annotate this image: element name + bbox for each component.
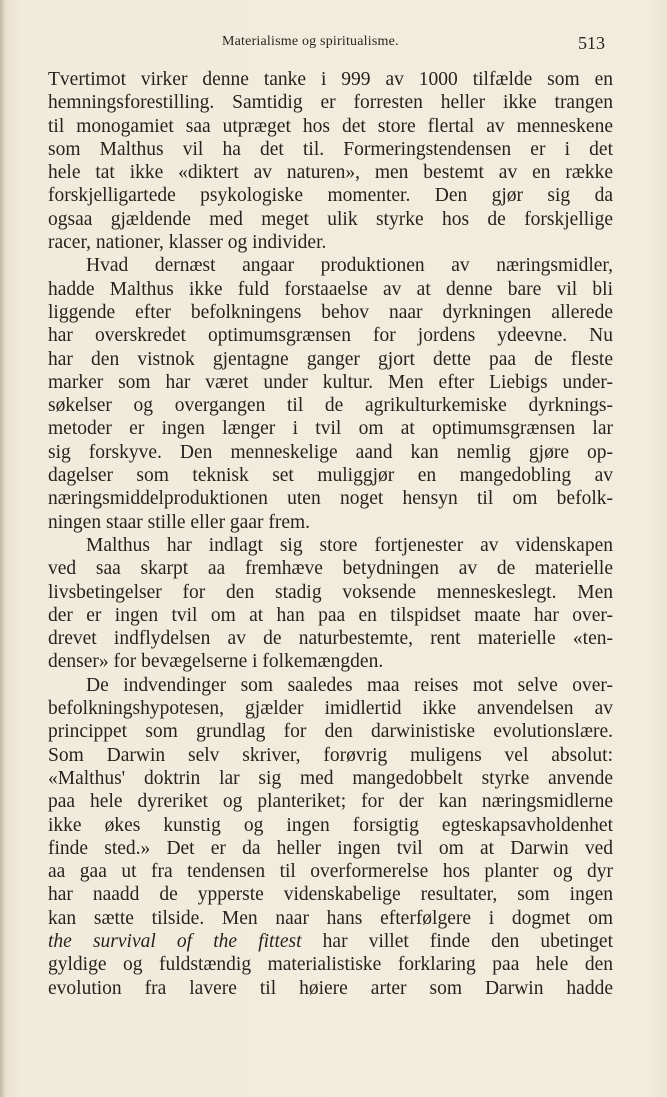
text-line: drevet indflydelsen av de naturbestemte, rent materielle «ten- [48,628,613,650]
text-line: til monogamiet saa utpræget hos det store flertal av menneskene [48,115,613,137]
text-line: dagelser som teknisk set muliggjør en mangedobling av [48,465,613,487]
text-line: denser» for bevægelserne i folkemængden. [48,651,384,673]
text-line: gyldige og fuldstændig materialistiske forklaring paa hele den [48,954,613,976]
text-line: Malthus har indlagt sig store fortjenester av videnskapen [86,534,613,556]
text-line: ikke økes kunstig og ingen forsigtig egteskapsavholdenhet [48,814,613,836]
text-line: Tvertimot virker denne tanke i 999 av 1000 tilfælde som en [48,69,613,90]
text-line: kan sætte tilside. Men naar hans efterfølgere i dogmet om [48,907,613,929]
text-line: ogsaa gjældende med meget ulik styrke hos de forskjellige [48,208,613,230]
text-line: forskjelligartede psykologiske momenter. Den gjør sig da [48,185,613,207]
text-line: hadde Malthus ikke fuld forstaaelse av at denne bare vil bli [48,278,613,300]
text-line: liggende efter befolkningens behov naar dyrkningen allerede [48,301,613,323]
text-line: De indvendinger som saaledes maa reises mot selve over- [86,674,613,696]
text-line: ningen staar stille eller gaar frem. [48,511,311,533]
text-line: metoder er ingen længer i tvil om at optimumsgrænsen lar [48,418,613,440]
page-edge-shadow [0,0,6,1097]
text-line: the survival of the fittest har villet finde den ubetinget [48,930,613,952]
text-line: finde sted.» Det er da heller ingen tvil om at Darwin ved [48,837,613,859]
text-line: hele tat ikke «diktert av naturen», men bestemt av en række [48,162,613,184]
text-line: ved saa skarpt aa fremhæve betydningen av de materielle [48,558,613,580]
text-line: søkelser og overgangen til de agrikulturkemiske dyrknings- [48,395,613,417]
text-line: Hvad dernæst angaar produktionen av næringsmidler, [86,255,613,277]
text-line: som Malthus vil ha det til. Formeringstendensen er i det [48,138,613,160]
text-line: der er ingen tvil om at han paa en tilspidset maate har over- [48,604,613,626]
page-number: 513 [578,33,605,53]
text-line: «Malthus' doktrin lar sig med mangedobbelt styrke anvende [48,767,613,789]
text-line: aa gaa ut fra tendensen til overformerelse hos planter og dyr [48,861,613,883]
text-line: har naadd de ypperste videnskabelige resultater, som ingen [48,884,613,906]
text-line: marker som har været under kultur. Men efter Liebigs under- [48,371,613,393]
body-text [48,68,613,1000]
text-line: evolution fra lavere til høiere arter som Darwin hadde [48,977,613,999]
text-line: næringsmiddelproduktionen uten noget hensyn til om befolk- [48,488,613,510]
text-line: Som Darwin selv skriver, forøvrig muligens vel absolut: [48,744,613,766]
text-line: racer, nationer, klasser og individer. [48,232,327,254]
text-line: befolkningshypotesen, gjælder imidlertid ikke anvendelsen av [48,698,613,720]
text-line: har den vistnok gjentagne ganger gjort dette paa de fleste [48,348,613,370]
page-header [0,34,667,58]
running-title: Materialisme og spiritualisme. [222,34,399,49]
text-line: hemningsforestilling. Samtidig er forresten heller ikke trangen [48,92,613,114]
text-line: har overskredet optimumsgrænsen for jordens ydeevne. Nu [48,325,613,347]
italic-phrase: the survival of the fittest [48,930,302,952]
text-line: paa hele dyreriket og planteriket; for der kan næringsmidlerne [48,791,613,813]
text-line: livsbetingelser for den stadig voksende menneskeslegt. Men [48,581,613,603]
text-line: sig forskyve. Den menneskelige aand kan nemlig gjøre op- [48,441,613,463]
text-line: princippet som grundlag for den darwinistiske evolutionslære. [48,721,613,743]
